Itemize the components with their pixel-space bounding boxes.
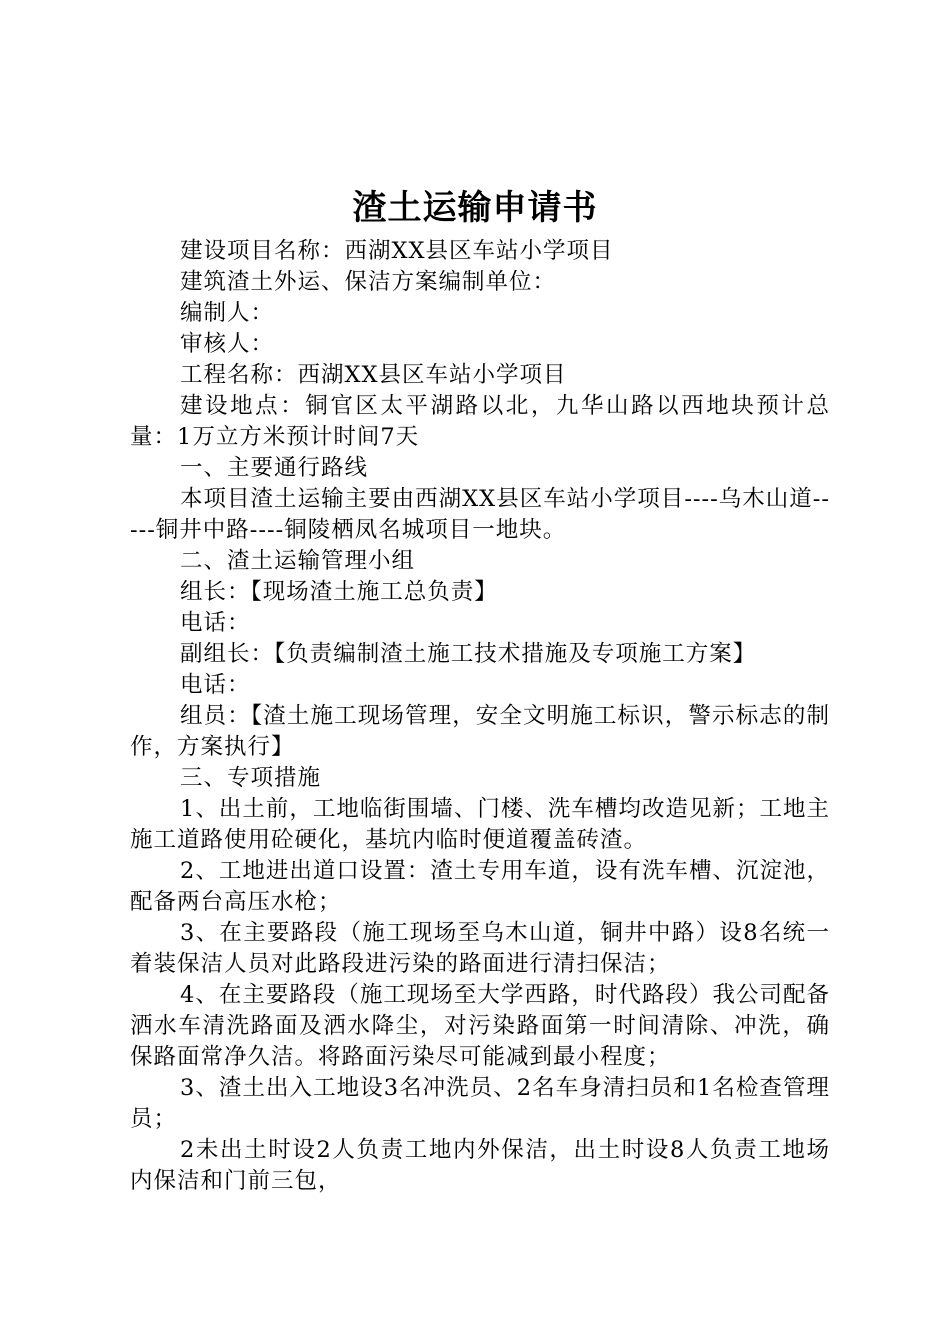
paragraph-leader-phone: 电话： — [180, 610, 251, 636]
paragraph-group-members: 组员：【渣土施工现场管理，安全文明施工标识，警示标志的制作，方案执行】 — [130, 703, 830, 760]
paragraph-plan-unit: 建筑渣土外运、保洁方案编制单位： — [180, 269, 557, 295]
paragraph-measure-4: 4、在主要路段（施工现场至大学西路，时代路段）我公司配备洒水车清洗路面及洒水降尘，对污染路面第一时间清除、冲洗，确保路面常净久洁。将路面污染尽可能减到最小程度； — [130, 982, 830, 1070]
paragraph-measure-3: 3、在主要路段（施工现场至乌木山道，铜井中路）设8名统一着装保洁人员对此路段进污染的路面进行清扫保洁； — [130, 920, 830, 977]
paragraph-route: 本项目渣土运输主要由西湖XX县区车站小学项目----乌木山道-----铜井中路----铜陵栖凤名城项目一地块。 — [130, 486, 830, 543]
paragraph-deputy-leader: 副组长：【负责编制渣土施工技术措施及专项施工方案】 — [180, 641, 757, 667]
paragraph-measure-6: 2未出土时设2人负责工地内外保洁，出土时设8人负责工地场内保洁和门前三包， — [130, 1137, 830, 1194]
paragraph-measure-1: 1、出土前，工地临街围墙、门楼、洗车槽均改造见新；工地主施工道路使用砼硬化，基坑内临时便道覆盖砖渣。 — [130, 796, 830, 853]
paragraph-project-name: 建设项目名称：西湖XX县区车站小学项目 — [180, 238, 614, 264]
paragraph-location: 建设地点：铜官区太平湖路以北，九华山路以西地块预计总量：1万立方米预计时间7天 — [130, 393, 830, 450]
section-heading-management-group: 二、渣土运输管理小组 — [180, 548, 416, 574]
paragraph-group-leader: 组长：【现场渣土施工总负责】 — [180, 579, 498, 605]
section-heading-measures: 三、专项措施 — [180, 765, 322, 791]
paragraph-compiler: 编制人： — [180, 300, 275, 326]
paragraph-measure-5: 3、渣土出入工地设3名冲洗员、2名车身清扫员和1名检查管理员； — [130, 1075, 830, 1132]
paragraph-reviewer: 审核人： — [180, 331, 275, 357]
document-body — [130, 236, 830, 1197]
document-title: 渣土运输申请书 — [352, 188, 598, 228]
paragraph-measure-2: 2、工地进出道口设置：渣土专用车道，设有洗车槽、沉淀池，配备两台高压水枪； — [130, 858, 830, 915]
paragraph-deputy-phone: 电话： — [180, 672, 251, 698]
section-heading-route: 一、主要通行路线 — [180, 455, 369, 481]
paragraph-engineering-name: 工程名称：西湖XX县区车站小学项目 — [180, 362, 567, 388]
